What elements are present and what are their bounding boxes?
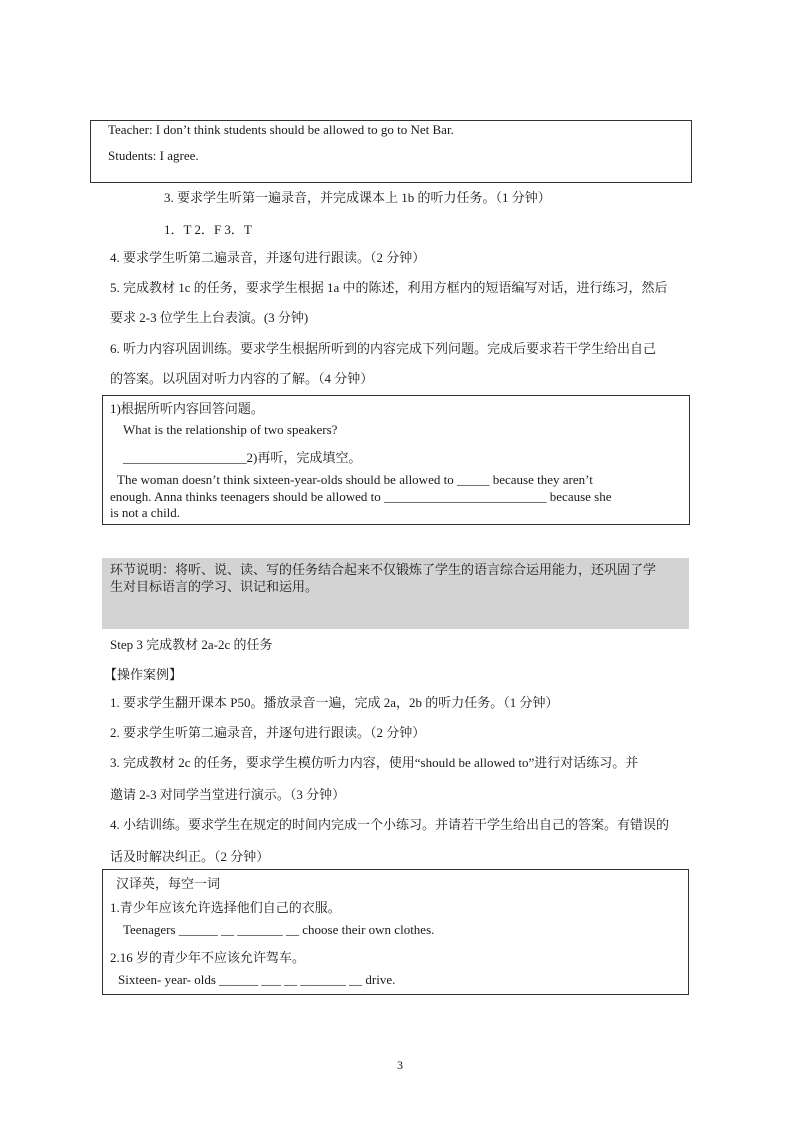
translate-q1: 1.青少年应该允许选择他们自己的衣服。 xyxy=(110,900,341,915)
step3-item-2: 2. 要求学生听第二遍录音，并逐句进行跟读。（2 分钟） xyxy=(110,725,426,740)
translate-title: 汉译英，每空一词 xyxy=(116,876,221,891)
step-item-6-cont: 的答案。以巩固对听力内容的了解。（4 分钟） xyxy=(110,371,374,386)
step3-item-3-cont: 邀请 2-3 对同学当堂进行演示。（3 分钟） xyxy=(110,787,346,802)
step3-item-4-cont: 话及时解决纠正。（2 分钟） xyxy=(110,849,270,864)
section-note-line-1: 环节说明：将听、说、读、写的任务结合起来不仅锻炼了学生的语言综合运用能力，还巩固了学 xyxy=(110,562,657,577)
step-item-6: 6. 听力内容巩固训练。要求学生根据所听到的内容完成下列问题。完成后要求若干学生给出自己 xyxy=(110,341,657,356)
step-item-5-cont: 要求 2-3 位学生上台表演。(3 分钟) xyxy=(110,310,309,325)
step-item-4: 4. 要求学生听第二遍录音，并逐句进行跟读。（2 分钟） xyxy=(110,250,426,265)
students-line: Students: I agree. xyxy=(108,148,199,163)
step3-item-1: 1. 要求学生翻开课本 P50。播放录音一遍，完成 2a，2b 的听力任务。（1 分钟） xyxy=(110,695,559,710)
fill-line-1: The woman doesn’t think sixteen-year-olds should be allowed to _____ because they aren’t xyxy=(117,472,593,487)
fill-line-3: is not a child. xyxy=(110,505,181,520)
teacher-line: Teacher: I don’t think students should be allowed to go to Net Bar. xyxy=(108,122,454,137)
question-1: 1)根据所听内容回答问题。 xyxy=(110,401,264,416)
question-1-text: What is the relationship of two speakers? xyxy=(123,422,338,437)
step3-item-3: 3. 完成教材 2c 的任务，要求学生模仿听力内容，使用“should be allowed to”进行对话练习。并 xyxy=(110,755,639,770)
answers-line: 1．T 2．F 3．T xyxy=(164,222,252,237)
step3-item-4: 4. 小结训练。要求学生在规定的时间内完成一个小练习。并请若干学生给出自己的答案。有错误的 xyxy=(110,817,670,832)
translate-q2: 2.16 岁的青少年不应该允许驾车。 xyxy=(110,950,306,965)
translate-a2: Sixteen- year- olds ______ ___ __ _______ __ drive. xyxy=(118,972,396,987)
case-heading: 【操作案例】 xyxy=(104,667,183,682)
translate-a1: Teenagers ______ __ _______ __ choose their own clothes. xyxy=(123,922,435,937)
step-item-3: 3. 要求学生听第一遍录音，并完成课本上 1b 的听力任务。（1 分钟） xyxy=(164,190,551,205)
step-item-5: 5. 完成教材 1c 的任务，要求学生根据 1a 中的陈述，利用方框内的短语编写对话，进行练习，然后 xyxy=(110,280,668,295)
page-number: 3 xyxy=(397,1058,403,1072)
step3-title: Step 3 完成教材 2a-2c 的任务 xyxy=(110,637,273,652)
fill-line-2: enough. Anna thinks teenagers should be allowed to _________________________ because she xyxy=(110,489,612,504)
question-2-line: ___________________2)再听，完成填空。 xyxy=(123,450,362,465)
section-note-line-2: 生对目标语言的学习、识记和运用。 xyxy=(110,579,319,594)
